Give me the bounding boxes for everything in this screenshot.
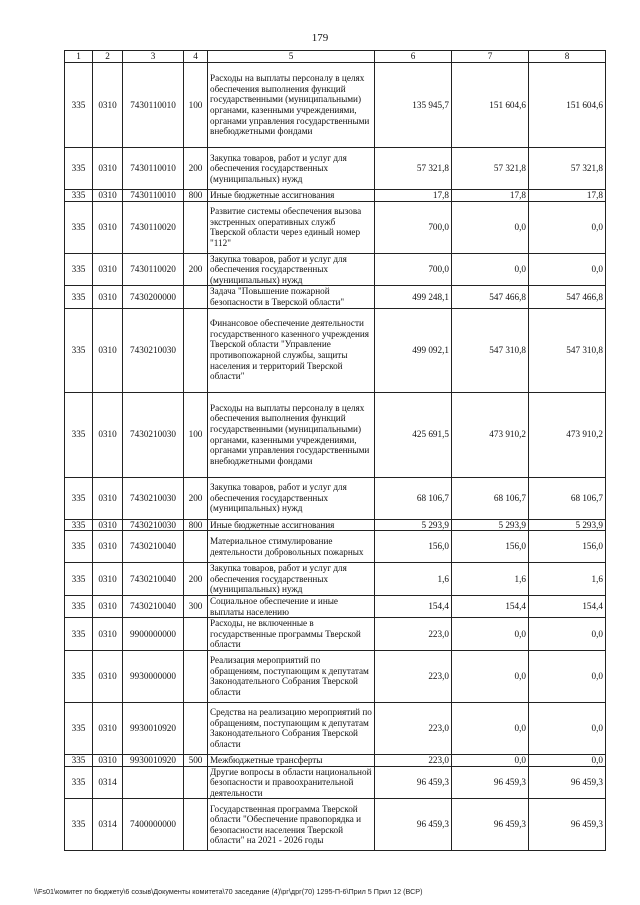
header-cell: 7 — [452, 51, 529, 63]
section-code: 0310 — [93, 286, 123, 308]
chapter-code: 335 — [65, 531, 93, 563]
amount-col8: 547 310,8 — [529, 308, 606, 392]
item-description: Иные бюджетные ассигнования — [208, 519, 375, 531]
expense-type-code: 500 — [184, 754, 208, 766]
target-article-code: 9930010920 — [123, 754, 184, 766]
target-article-code: 7430200000 — [123, 286, 184, 308]
amount-col6: 96 459,3 — [375, 799, 452, 851]
item-description: Иные бюджетные ассигнования — [208, 190, 375, 202]
amount-col8: 473 910,2 — [529, 392, 606, 477]
table-row — [65, 253, 606, 286]
table-row — [65, 563, 606, 596]
item-description: Расходы на выплаты персоналу в целях обеспечения выполнения функций государственными (муниципальными) органами, казенными учреждениями, органами управления государственными внебюджетными фондами — [208, 63, 375, 148]
amount-col6: 156,0 — [375, 531, 452, 563]
chapter-code: 335 — [65, 148, 93, 190]
expense-type-code — [184, 766, 208, 799]
amount-col7: 156,0 — [452, 531, 529, 563]
chapter-code: 335 — [65, 63, 93, 148]
section-code: 0310 — [93, 702, 123, 754]
item-description: Материальное стимулирование деятельности добровольных пожарных — [208, 531, 375, 563]
amount-col8: 0,0 — [529, 253, 606, 286]
chapter-code: 335 — [65, 618, 93, 651]
target-article-code: 7430210030 — [123, 308, 184, 392]
section-code: 0310 — [93, 477, 123, 519]
amount-col8: 68 106,7 — [529, 477, 606, 519]
item-description: Средства на реализацию мероприятий по обращениям, поступающим к депутатам Законодательного Собрания Тверской области — [208, 702, 375, 754]
item-description: Расходы на выплаты персоналу в целях обеспечения выполнения функций государственными (муниципальными) органами, казенными учреждениями, органами управления государственными внебюджетными фондами — [208, 392, 375, 477]
chapter-code: 335 — [65, 190, 93, 202]
header-cell: 4 — [184, 51, 208, 63]
header-cell: 5 — [208, 51, 375, 63]
table-row — [65, 63, 606, 148]
amount-col6: 425 691,5 — [375, 392, 452, 477]
section-code: 0310 — [93, 650, 123, 702]
table-row — [65, 392, 606, 477]
amount-col7: 473 910,2 — [452, 392, 529, 477]
header-cell: 2 — [93, 51, 123, 63]
amount-col6: 700,0 — [375, 201, 452, 253]
amount-col6: 223,0 — [375, 650, 452, 702]
expense-type-code: 800 — [184, 519, 208, 531]
target-article-code: 9900000000 — [123, 618, 184, 651]
chapter-code: 335 — [65, 799, 93, 851]
header-cell: 3 — [123, 51, 184, 63]
amount-col8: 0,0 — [529, 650, 606, 702]
amount-col6: 135 945,7 — [375, 63, 452, 148]
chapter-code: 335 — [65, 477, 93, 519]
amount-col8: 0,0 — [529, 618, 606, 651]
chapter-code: 335 — [65, 286, 93, 308]
target-article-code: 7430110010 — [123, 63, 184, 148]
item-description: Другие вопросы в области национальной безопасности и правоохранительной деятельности — [208, 766, 375, 799]
item-description: Государственная программа Тверской области "Обеспечение правопорядка и безопасности населения Тверской области" на 2021 - 2026 годы — [208, 799, 375, 851]
target-article-code: 7430210030 — [123, 477, 184, 519]
section-code: 0310 — [93, 618, 123, 651]
amount-col7: 0,0 — [452, 650, 529, 702]
item-description: Развитие системы обеспечения вызова экстренных оперативных служб Тверской области через единый номер "112" — [208, 201, 375, 253]
table-row — [65, 286, 606, 308]
expense-type-code: 200 — [184, 253, 208, 286]
amount-col7: 68 106,7 — [452, 477, 529, 519]
table-row — [65, 702, 606, 754]
chapter-code: 335 — [65, 253, 93, 286]
item-description: Закупка товаров, работ и услуг для обеспечения государственных (муниципальных) нужд — [208, 253, 375, 286]
target-article-code: 9930000000 — [123, 650, 184, 702]
item-description: Закупка товаров, работ и услуг для обеспечения государственных (муниципальных) нужд — [208, 563, 375, 596]
target-article-code: 7430210040 — [123, 563, 184, 596]
chapter-code: 335 — [65, 754, 93, 766]
chapter-code: 335 — [65, 766, 93, 799]
chapter-code: 335 — [65, 201, 93, 253]
expense-type-code — [184, 618, 208, 651]
header-cell: 6 — [375, 51, 452, 63]
section-code: 0310 — [93, 754, 123, 766]
amount-col8: 156,0 — [529, 531, 606, 563]
amount-col7: 154,4 — [452, 595, 529, 617]
expense-type-code — [184, 308, 208, 392]
amount-col7: 96 459,3 — [452, 799, 529, 851]
chapter-code: 335 — [65, 702, 93, 754]
amount-col6: 223,0 — [375, 618, 452, 651]
amount-col7: 0,0 — [452, 754, 529, 766]
expense-type-code: 100 — [184, 63, 208, 148]
table-row — [65, 754, 606, 766]
section-code: 0314 — [93, 799, 123, 851]
table-header-row — [65, 51, 606, 63]
section-code: 0310 — [93, 148, 123, 190]
section-code: 0310 — [93, 519, 123, 531]
item-description: Задача "Повышение пожарной безопасности в Тверской области" — [208, 286, 375, 308]
amount-col6: 499 092,1 — [375, 308, 452, 392]
chapter-code: 335 — [65, 595, 93, 617]
amount-col6: 223,0 — [375, 754, 452, 766]
table-row — [65, 595, 606, 617]
chapter-code: 335 — [65, 308, 93, 392]
table-row — [65, 308, 606, 392]
amount-col8: 1,6 — [529, 563, 606, 596]
expense-type-code — [184, 702, 208, 754]
amount-col6: 499 248,1 — [375, 286, 452, 308]
expense-type-code: 100 — [184, 392, 208, 477]
section-code: 0314 — [93, 766, 123, 799]
amount-col6: 1,6 — [375, 563, 452, 596]
item-description: Финансовое обеспечение деятельности государственного казенного учреждения Тверской области "Управление противопожарной службы, защиты населения и территорий Тверской области" — [208, 308, 375, 392]
section-code: 0310 — [93, 201, 123, 253]
amount-col7: 57 321,8 — [452, 148, 529, 190]
amount-col8: 0,0 — [529, 702, 606, 754]
amount-col7: 547 466,8 — [452, 286, 529, 308]
amount-col7: 0,0 — [452, 253, 529, 286]
item-description: Закупка товаров, работ и услуг для обеспечения государственных (муниципальных) нужд — [208, 148, 375, 190]
expense-type-code — [184, 201, 208, 253]
expense-type-code: 300 — [184, 595, 208, 617]
footer-file-path: \\Fs01\комитет по бюджету\6 созыв\Документы комитета\70 заседание (4)\рг\дрг(70) 1295-П-6\Прил 5 Прил 12 (ВСР) — [34, 887, 423, 896]
section-code: 0310 — [93, 190, 123, 202]
table-row — [65, 477, 606, 519]
amount-col6: 68 106,7 — [375, 477, 452, 519]
table-row — [65, 799, 606, 851]
item-description: Реализация мероприятий по обращениям, поступающим к депутатам Законодательного Собрания Тверской области — [208, 650, 375, 702]
target-article-code: 7430110010 — [123, 190, 184, 202]
expense-type-code — [184, 799, 208, 851]
amount-col7: 17,8 — [452, 190, 529, 202]
chapter-code: 335 — [65, 519, 93, 531]
amount-col7: 5 293,9 — [452, 519, 529, 531]
section-code: 0310 — [93, 392, 123, 477]
chapter-code: 335 — [65, 650, 93, 702]
target-article-code — [123, 766, 184, 799]
target-article-code: 7430110020 — [123, 253, 184, 286]
target-article-code: 7430110020 — [123, 201, 184, 253]
amount-col6: 5 293,9 — [375, 519, 452, 531]
amount-col8: 57 321,8 — [529, 148, 606, 190]
table-row — [65, 201, 606, 253]
amount-col8: 0,0 — [529, 201, 606, 253]
amount-col6: 154,4 — [375, 595, 452, 617]
expense-type-code — [184, 286, 208, 308]
budget-table — [64, 50, 606, 851]
table-row — [65, 190, 606, 202]
amount-col7: 0,0 — [452, 618, 529, 651]
item-description: Расходы, не включенные в государственные программы Тверской области — [208, 618, 375, 651]
amount-col8: 5 293,9 — [529, 519, 606, 531]
section-code: 0310 — [93, 563, 123, 596]
table-row — [65, 766, 606, 799]
section-code: 0310 — [93, 63, 123, 148]
item-description: Закупка товаров, работ и услуг для обеспечения государственных (муниципальных) нужд — [208, 477, 375, 519]
section-code: 0310 — [93, 595, 123, 617]
chapter-code: 335 — [65, 563, 93, 596]
amount-col7: 0,0 — [452, 702, 529, 754]
amount-col7: 0,0 — [452, 201, 529, 253]
chapter-code: 335 — [65, 392, 93, 477]
target-article-code: 7400000000 — [123, 799, 184, 851]
table-row — [65, 148, 606, 190]
amount-col7: 96 459,3 — [452, 766, 529, 799]
section-code: 0310 — [93, 531, 123, 563]
amount-col7: 547 310,8 — [452, 308, 529, 392]
item-description: Межбюджетные трансферты — [208, 754, 375, 766]
page-number: 179 — [311, 32, 329, 44]
header-cell: 8 — [529, 51, 606, 63]
amount-col6: 96 459,3 — [375, 766, 452, 799]
amount-col8: 17,8 — [529, 190, 606, 202]
amount-col6: 223,0 — [375, 702, 452, 754]
amount-col8: 96 459,3 — [529, 766, 606, 799]
expense-type-code — [184, 650, 208, 702]
item-description: Социальное обеспечение и иные выплаты населению — [208, 595, 375, 617]
table-row — [65, 519, 606, 531]
amount-col6: 57 321,8 — [375, 148, 452, 190]
section-code: 0310 — [93, 308, 123, 392]
amount-col6: 700,0 — [375, 253, 452, 286]
target-article-code: 7430210040 — [123, 531, 184, 563]
target-article-code: 9930010920 — [123, 702, 184, 754]
header-cell: 1 — [65, 51, 93, 63]
target-article-code: 7430210040 — [123, 595, 184, 617]
target-article-code: 7430210030 — [123, 519, 184, 531]
expense-type-code — [184, 531, 208, 563]
target-article-code: 7430210030 — [123, 392, 184, 477]
amount-col7: 1,6 — [452, 563, 529, 596]
amount-col8: 96 459,3 — [529, 799, 606, 851]
target-article-code: 7430110010 — [123, 148, 184, 190]
section-code: 0310 — [93, 253, 123, 286]
expense-type-code: 200 — [184, 148, 208, 190]
expense-type-code: 200 — [184, 477, 208, 519]
table-row — [65, 618, 606, 651]
amount-col8: 151 604,6 — [529, 63, 606, 148]
amount-col6: 17,8 — [375, 190, 452, 202]
table-row — [65, 531, 606, 563]
expense-type-code: 800 — [184, 190, 208, 202]
amount-col8: 154,4 — [529, 595, 606, 617]
table-row — [65, 650, 606, 702]
expense-type-code: 200 — [184, 563, 208, 596]
amount-col7: 151 604,6 — [452, 63, 529, 148]
amount-col8: 0,0 — [529, 754, 606, 766]
amount-col8: 547 466,8 — [529, 286, 606, 308]
